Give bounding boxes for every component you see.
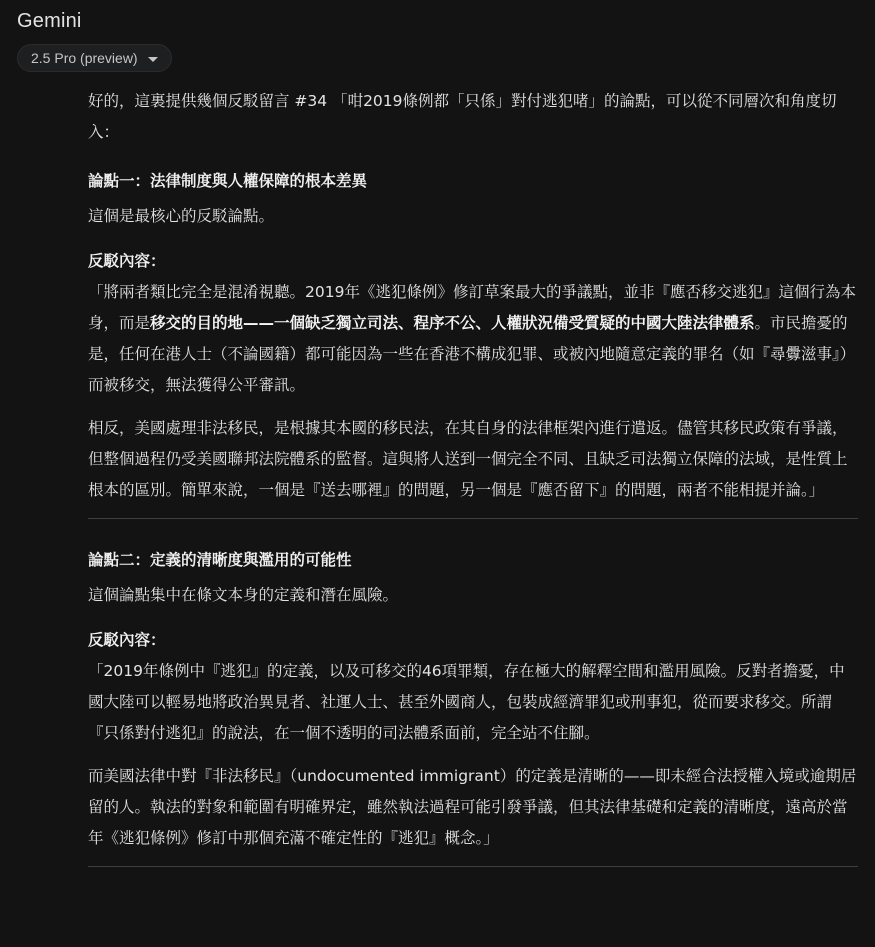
point1-subtitle: 這個是最核心的反駁論點。 xyxy=(88,207,275,225)
point2-subtitle: 這個論點集中在條文本身的定義和潛在風險。 xyxy=(88,586,399,604)
point1-paragraph-1 xyxy=(88,277,858,401)
point1-para1-end: 。市民擔憂的是，任何在港人士（不論國籍）都可能因為一些在香港不構成犯罪、或被內地隨意定義的罪名（如『尋釁滋事』）而被移交，無法獲得公平審訊。 xyxy=(88,314,856,394)
point2-heading: 論點二：定義的清晰度與濫用的可能性 xyxy=(88,551,352,569)
point1-para1-bold: 移交的目的地——一個缺乏獨立司法、程序不公、人權狀況備受質疑的中國大陸法律體系 xyxy=(150,314,755,332)
response-content xyxy=(88,86,858,893)
point2-paragraph-2: 而美國法律中對『非法移民』（undocumented immigrant）的定義是清晰的——即未經合法授權入境或逾期居留的人。執法的對象和範圍有明確界定，雖然執法過程可能引發爭議，但其法律基礎和定義的清晰度，遠高於當年《逃犯條例》修訂中那個充滿不確定性的『逃犯』概念。」 xyxy=(88,767,857,847)
section-divider xyxy=(88,518,858,519)
point1-label: 反駁內容： xyxy=(88,252,166,270)
point2-paragraph-1: 「2019年條例中『逃犯』的定義，以及可移交的46項罪類，存在極大的解釋空間和濫用風險。反對者擔憂，中國大陸可以輕易地將政治異見者、社運人士、甚至外國商人，包裝成經濟罪犯或刑事犯，從而要求移交。所謂『只係對付逃犯』的說法，在一個不透明的司法體系面前，完全站不住腳。 xyxy=(88,662,845,742)
point1-para1-start: 「將兩者類比完全是混淆視聽。2019年《逃犯條例》修訂草案最大的爭議點，並非『應否移交逃犯』這個行為本身，而是 xyxy=(88,283,856,332)
intro-paragraph: 好的，這裏提供幾個反駁留言 #34 「咁2019條例都「只係」對付逃犯啫」的論點，可以從不同層次和角度切入： xyxy=(88,92,837,141)
dropdown-caret-icon xyxy=(148,57,158,62)
point1-paragraph-2: 相反，美國處理非法移民，是根據其本國的移民法，在其自身的法律框架內進行遣返。儘管其移民政策有爭議，但整個過程仍受美國聯邦法院體系的監督。這與將人送到一個完全不同、且缺乏司法獨立保障的法域，是性質上根本的區別。簡單來說，一個是『送去哪裡』的問題，另一個是『應否留下』的問題，兩者不能相提并論。」 xyxy=(88,419,848,499)
point2-label: 反駁內容： xyxy=(88,631,166,649)
model-label: 2.5 Pro (preview) xyxy=(31,50,138,66)
point1-heading: 論點一：法律制度與人權保障的根本差異 xyxy=(88,172,368,190)
model-selector[interactable] xyxy=(17,44,172,72)
top-bar xyxy=(17,10,172,72)
section-divider-bottom xyxy=(88,866,858,867)
app-title: Gemini xyxy=(17,10,82,32)
